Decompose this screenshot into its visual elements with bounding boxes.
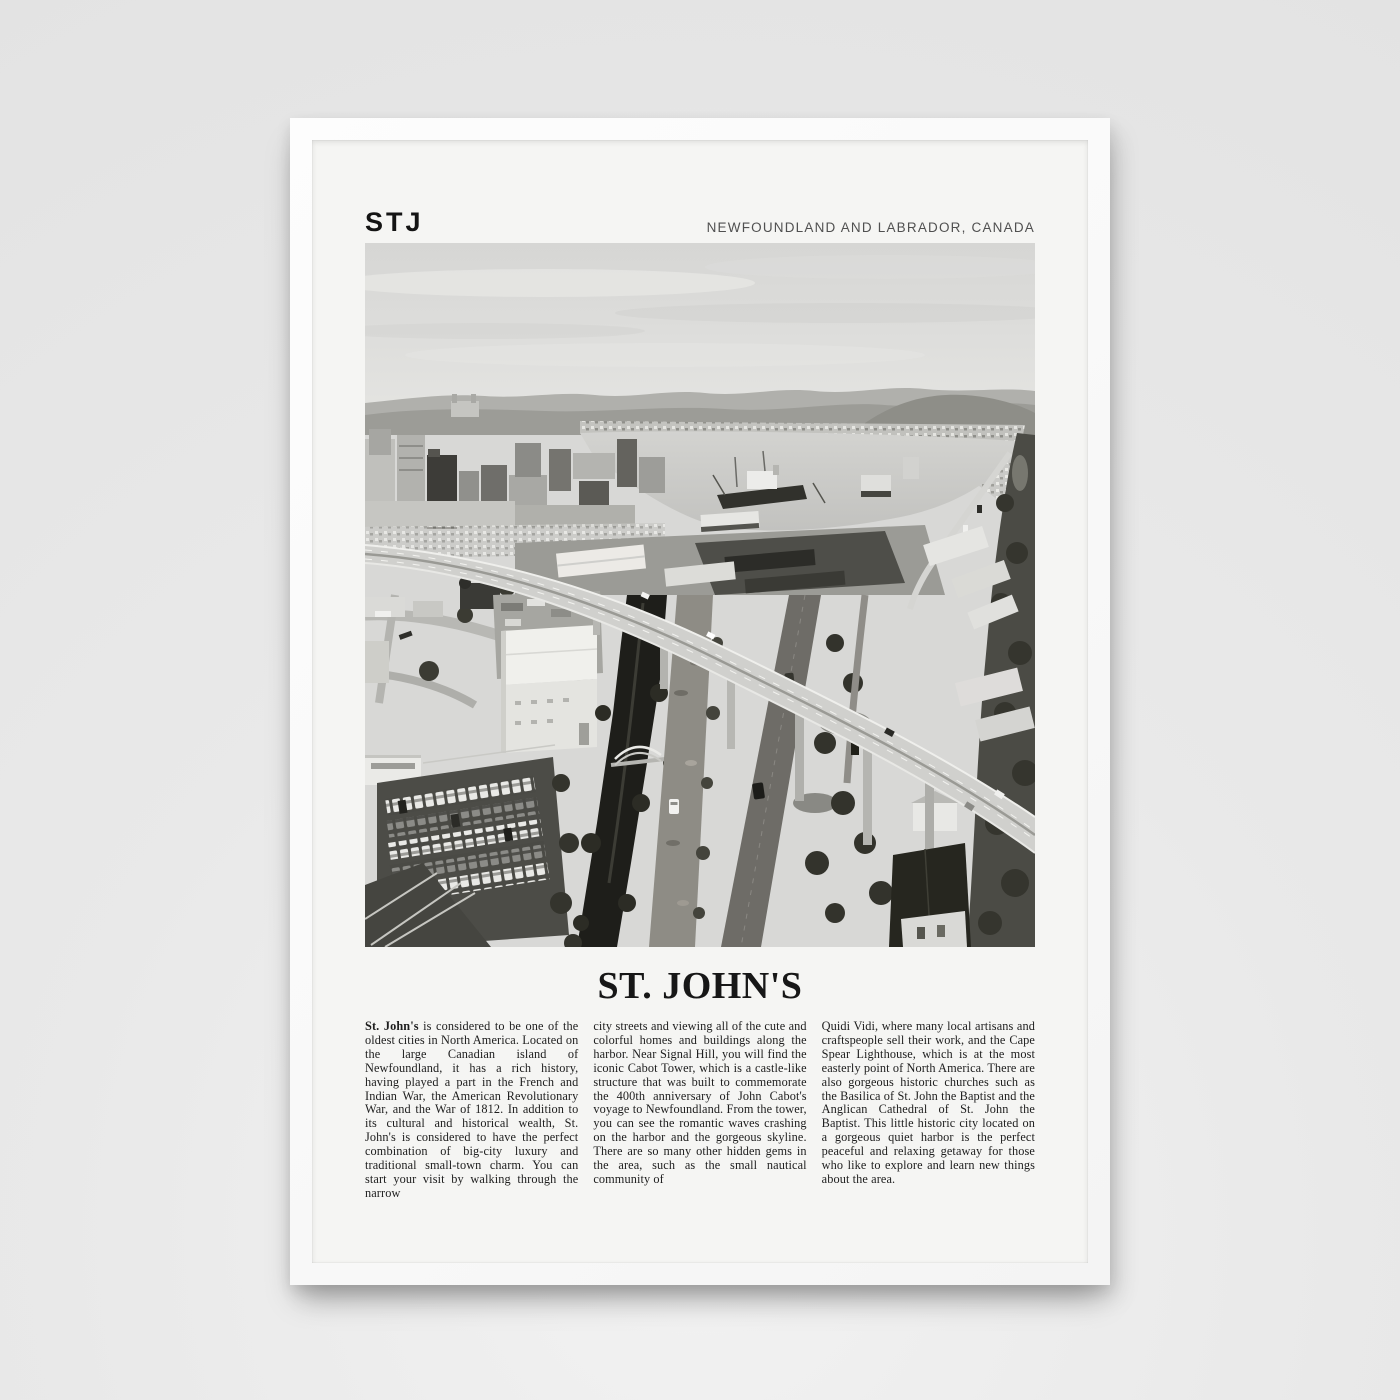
article-lead-word: St. John's [365,1019,419,1033]
bottom-right-building [889,843,971,947]
article-column-1-text: is considered to be one of the oldest cities in North America. Located on the large Canadian island of Newfoundland, it has a rich history, having played a part in the French and Indian War, the American Revolutionary War, and the War of 1812. In addition to its cultural and historical wealth, St. John's is considered to have the perfect combination of big-city luxury and traditional small-town charm. You can start your visit by walking through the narrow [365,1019,579,1200]
poster-header [365,206,1035,236]
article-columns [365,1020,1035,1201]
article-column-1 [365,1020,578,1201]
poster-title: ST. JOHN'S [597,965,803,1007]
article-column-2: city streets and viewing all of the cute and colorful homes and buildings along the harbor. Near Signal Hill, you will find the iconic Cabot Tower, which is a castle-like structure that was built to commemorate the 400th anniversary of John Cabot's voyage to Newfoundland. From the tower, you can see the romantic waves crashing on the harbor and the gorgeous skyline. There are so many other hidden gems in the area, such as the small nautical community of [593,1019,807,1186]
paved-road [721,595,821,947]
location-label: NEWFOUNDLAND AND LABRADOR, CANADA [706,219,1035,235]
article-column-3: Quidi Vidi, where many local artisans and craftspeople sell their work, and the Cape Spear Lighthouse, which is at the most easterly point of North America. There are also gorgeous historic churches such as the Basilica of St. John the Baptist and the Anglican Cathedral of St. John the Baptist. This little historic city located on a gorgeous quiet harbor is the perfect peaceful and relaxing getaway for those who like to explore and learn new things about the area. [821,1019,1035,1186]
city-photo [365,243,1035,947]
picture-frame [290,118,1110,1285]
city-abbreviation: STJ [365,207,424,237]
travel-poster [312,140,1088,1263]
